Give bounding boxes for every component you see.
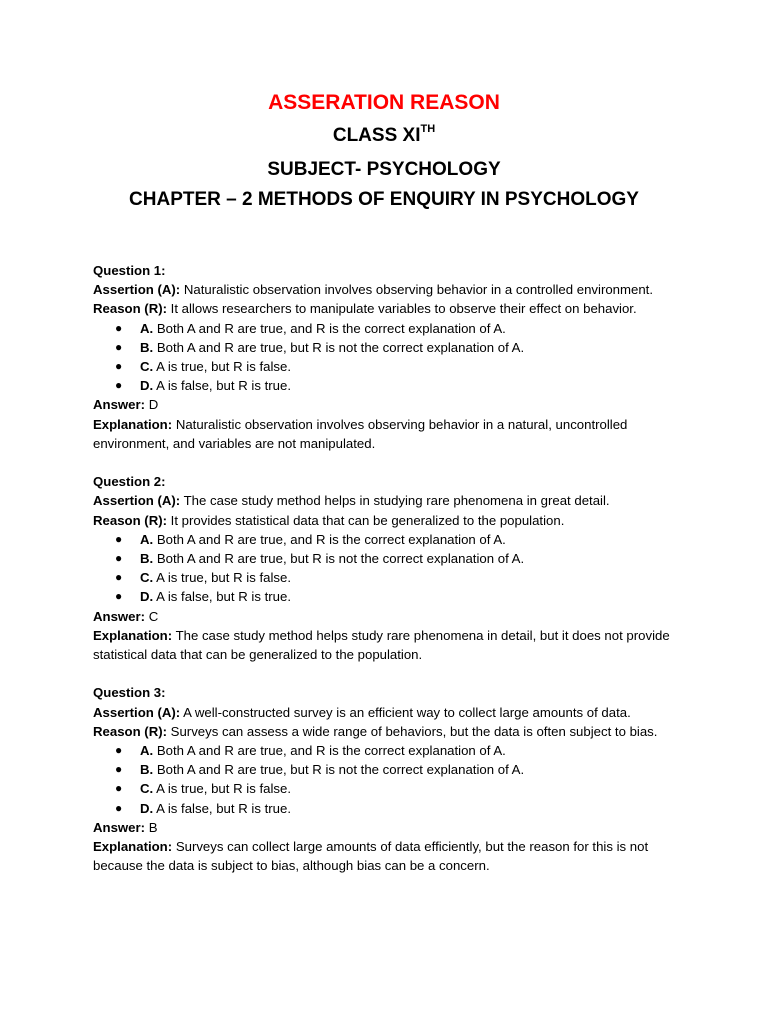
option-letter: D.: [140, 800, 154, 816]
bullet-icon: ●: [115, 531, 123, 546]
answer-label: Answer:: [93, 397, 146, 413]
answer-label: Answer:: [93, 608, 146, 624]
document-title: ASSERATION REASON: [268, 91, 500, 114]
option-item: [93, 587, 683, 606]
option-item: [93, 338, 683, 357]
bullet-icon: ●: [115, 551, 123, 566]
assertion-line: [93, 280, 683, 299]
reason-text: It allows researchers to manipulate variables to observe their effect on behavior.: [170, 301, 637, 317]
answer-value: D: [148, 397, 159, 413]
option-letter: A.: [140, 531, 154, 547]
question-title: Question 1:: [93, 263, 166, 278]
reason-label: Reason (R):: [93, 301, 167, 317]
question-block: [93, 683, 683, 875]
reason-label: Reason (R):: [93, 723, 167, 739]
reason-text: It provides statistical data that can be generalized to the population.: [170, 512, 565, 528]
options-list: [93, 319, 683, 396]
option-item: [93, 568, 683, 587]
bullet-icon: ●: [115, 781, 123, 796]
assertion-line: [93, 703, 683, 722]
option-letter: D.: [140, 589, 154, 605]
assertion-label: Assertion (A):: [93, 493, 181, 509]
question-block: [93, 472, 683, 664]
class-heading: [0, 121, 768, 151]
option-text: Both A and R are true, but R is not the correct explanation of A.: [156, 551, 525, 567]
bullet-icon: ●: [115, 743, 123, 758]
questions-list: [93, 261, 683, 895]
option-letter: C.: [140, 781, 154, 797]
assertion-label: Assertion (A):: [93, 704, 181, 720]
assertion-line: [93, 491, 683, 510]
explanation-text: The case study method helps study rare phenomena in detail, but it does not provide statistical data that can be generalized to the population.: [93, 627, 670, 663]
option-letter: A.: [140, 320, 154, 336]
explanation-text: Surveys can collect large amounts of data efficiently, but the reason for this is not because the data is subject to bias, although bias can be a concern.: [93, 839, 649, 874]
assertion-text: A well-constructed survey is an efficient way to collect large amounts of data.: [183, 704, 631, 720]
option-letter: C.: [140, 359, 154, 375]
option-text: A is false, but R is true.: [156, 800, 291, 816]
option-text: A is true, but R is false.: [156, 570, 291, 586]
option-item: [93, 530, 683, 549]
question-block: [93, 261, 683, 453]
option-text: Both A and R are true, and R is the correct explanation of A.: [156, 320, 506, 336]
reason-line: [93, 299, 683, 318]
answer-value: B: [148, 819, 158, 835]
subject-heading: SUBJECT- PSYCHOLOGY: [267, 159, 501, 180]
class-text: CLASS XI: [332, 125, 421, 146]
chapter-heading: CHAPTER – 2 METHODS OF ENQUIRY IN PSYCHOLOGY: [129, 189, 639, 210]
reason-line: [93, 511, 683, 530]
answer-line: [93, 607, 683, 626]
bullet-icon: ●: [115, 359, 123, 374]
explanation-label: Explanation:: [93, 627, 173, 643]
option-text: Both A and R are true, but R is not the correct explanation of A.: [156, 762, 525, 778]
bullet-icon: ●: [115, 800, 123, 815]
option-item: [93, 376, 683, 395]
assertion-text: Naturalistic observation involves observing behavior in a controlled environment.: [183, 282, 653, 298]
option-item: [93, 549, 683, 568]
options-list: [93, 741, 683, 818]
option-text: A is false, but R is true.: [156, 378, 291, 394]
answer-line: [93, 395, 683, 414]
answer-line: [93, 818, 683, 837]
option-item: [93, 741, 683, 760]
option-text: A is true, but R is false.: [156, 359, 291, 375]
class-superscript: TH: [420, 123, 436, 135]
bullet-icon: ●: [115, 762, 123, 777]
option-text: A is false, but R is true.: [156, 589, 291, 605]
reason-line: [93, 722, 683, 741]
option-letter: B.: [140, 762, 154, 778]
bullet-icon: ●: [115, 570, 123, 585]
option-item: [93, 319, 683, 338]
option-letter: B.: [140, 339, 154, 355]
option-text: Both A and R are true, and R is the correct explanation of A.: [156, 743, 506, 759]
explanation-label: Explanation:: [93, 839, 173, 855]
option-letter: D.: [140, 378, 154, 394]
bullet-icon: ●: [115, 589, 123, 604]
bullet-icon: ●: [115, 378, 123, 393]
assertion-label: Assertion (A):: [93, 282, 181, 298]
document-header: [0, 88, 768, 215]
option-letter: C.: [140, 570, 154, 586]
answer-value: C: [148, 608, 159, 624]
options-list: [93, 530, 683, 607]
bullet-icon: ●: [115, 320, 123, 335]
option-text: A is true, but R is false.: [156, 781, 291, 797]
option-item: [93, 799, 683, 818]
option-item: [93, 357, 683, 376]
explanation-text: Naturalistic observation involves observing behavior in a natural, uncontrolled environment, and variables are not manipulated.: [93, 416, 628, 451]
option-letter: A.: [140, 743, 154, 759]
bullet-icon: ●: [115, 339, 123, 354]
option-text: Both A and R are true, and R is the correct explanation of A.: [156, 531, 506, 547]
answer-label: Answer:: [93, 819, 146, 835]
option-text: Both A and R are true, but R is not the correct explanation of A.: [156, 339, 525, 355]
explanation-line: [93, 626, 683, 664]
option-letter: B.: [140, 551, 154, 567]
explanation-label: Explanation:: [93, 416, 173, 432]
explanation-line: [93, 837, 683, 875]
question-title: Question 2:: [93, 474, 166, 490]
explanation-line: [93, 415, 683, 453]
assertion-text: The case study method helps in studying rare phenomena in great detail.: [183, 493, 610, 509]
reason-label: Reason (R):: [93, 512, 167, 528]
option-item: [93, 779, 683, 798]
reason-text: Surveys can assess a wide range of behaviors, but the data is often subject to bias.: [170, 723, 658, 739]
question-title: Question 3:: [93, 685, 166, 701]
option-item: [93, 760, 683, 779]
